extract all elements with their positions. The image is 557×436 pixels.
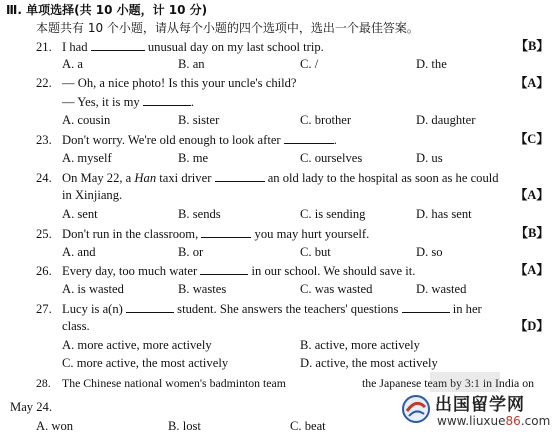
answer-key: 【D】 xyxy=(514,319,549,333)
option: A. sent xyxy=(62,207,98,221)
question-text: class. xyxy=(62,319,90,333)
option: D. so xyxy=(416,245,443,259)
question-text: unusual day on my last school trip. xyxy=(147,40,324,54)
question-text: taxi driver xyxy=(159,171,212,185)
option: A. cousin xyxy=(62,113,111,127)
question-28 xyxy=(36,375,286,391)
question-text: . xyxy=(333,133,337,147)
option: A. myself xyxy=(62,151,112,165)
question-text: I had xyxy=(62,40,88,54)
question-23 xyxy=(36,131,337,148)
answer-key: 【A】 xyxy=(514,263,549,277)
option: C. more active, the most actively xyxy=(62,356,229,370)
question-27 xyxy=(36,300,482,317)
option: B. sends xyxy=(178,207,221,221)
question-26 xyxy=(36,262,415,279)
question-number: 24. xyxy=(36,171,52,185)
section-title: Ⅲ. 单项选择(共 10 小题，计 10 分) xyxy=(6,3,208,17)
question-21 xyxy=(36,38,324,55)
question-text: in our school. We should save it. xyxy=(251,264,416,278)
print-smudge xyxy=(430,372,500,392)
question-number: 22. xyxy=(36,76,52,90)
option: C. but xyxy=(300,245,331,259)
answer-key: 【B】 xyxy=(515,226,549,240)
question-24 xyxy=(36,169,499,186)
question-text: On May 22, a xyxy=(62,171,132,185)
answer-blank xyxy=(284,131,334,144)
option: B. an xyxy=(178,57,205,71)
option: B. me xyxy=(178,151,209,165)
section-instruction: 本题共有 10 个小题，请从每个小题的四个选项中，选出一个最佳答案。 xyxy=(36,21,419,35)
question-text: the Japanese team by 3:1 in India on xyxy=(362,376,534,390)
option: C. beat xyxy=(290,419,326,433)
option: C. / xyxy=(300,57,319,71)
question-number: 23. xyxy=(36,133,52,147)
site-watermark xyxy=(401,390,551,434)
question-number: 21. xyxy=(36,40,52,54)
question-text-italic: Han xyxy=(134,171,157,185)
question-number: 25. xyxy=(36,227,52,241)
question-22 xyxy=(36,75,297,91)
option: B. or xyxy=(178,245,204,259)
question-22-line2 xyxy=(62,93,194,110)
option: A. is wasted xyxy=(62,282,124,296)
option: D. daughter xyxy=(416,113,476,127)
option: D. active, the most actively xyxy=(300,356,438,370)
question-text: May 24. xyxy=(10,400,52,414)
answer-blank xyxy=(402,300,450,313)
question-number: 26. xyxy=(36,264,52,278)
question-number: 27. xyxy=(36,302,52,316)
question-25 xyxy=(36,225,369,242)
option: C. is sending xyxy=(300,207,366,221)
option: D. us xyxy=(416,151,443,165)
answer-blank xyxy=(201,225,251,238)
option: A. and xyxy=(62,245,96,259)
option: B. wastes xyxy=(178,282,227,296)
option: B. sister xyxy=(178,113,220,127)
answer-blank xyxy=(143,93,191,106)
question-text: you may hurt yourself. xyxy=(254,227,370,241)
option: D. the xyxy=(416,57,447,71)
question-text: The Chinese national women's badminton team xyxy=(62,376,286,390)
option: D. wasted xyxy=(416,282,467,296)
watermark-logo-icon xyxy=(401,394,431,424)
option: D. has sent xyxy=(416,207,472,221)
answer-blank xyxy=(200,262,248,275)
question-text: in her xyxy=(452,302,482,316)
option: A. won xyxy=(36,419,74,433)
option: A. more active, more actively xyxy=(62,338,212,352)
watermark-title: 出国留学网 xyxy=(435,395,525,415)
option: C. was wasted xyxy=(300,282,373,296)
answer-key: 【C】 xyxy=(514,132,549,146)
question-text: Don't worry. We're old enough to look after xyxy=(62,133,281,147)
option: C. ourselves xyxy=(300,151,363,165)
question-text: Lucy is a(n) xyxy=(62,302,123,316)
answer-key: 【B】 xyxy=(515,39,549,53)
answer-blank xyxy=(91,38,145,51)
question-text: . xyxy=(190,95,194,109)
answer-key: 【A】 xyxy=(514,188,549,202)
question-text: Don't run in the classroom, xyxy=(62,227,199,241)
watermark-url: www.liuxue86.com xyxy=(437,414,551,428)
question-text: an old lady to the hospital as soon as he could xyxy=(267,171,499,185)
option: B. lost xyxy=(168,419,201,433)
answer-blank xyxy=(126,300,174,313)
answer-blank xyxy=(215,169,265,182)
option: B. active, more actively xyxy=(300,338,420,352)
question-number: 28. xyxy=(36,376,51,390)
question-text: — Oh, a nice photo! Is this your uncle's child? xyxy=(62,76,297,90)
question-text: Every day, too much water xyxy=(62,264,198,278)
question-text: student. She answers the teachers' questions xyxy=(177,302,399,316)
answer-key: 【A】 xyxy=(514,76,549,90)
question-text: — Yes, it is my xyxy=(62,95,140,109)
option: A. a xyxy=(62,57,83,71)
option: C. brother xyxy=(300,113,352,127)
question-text: in Xinjiang. xyxy=(62,188,123,202)
